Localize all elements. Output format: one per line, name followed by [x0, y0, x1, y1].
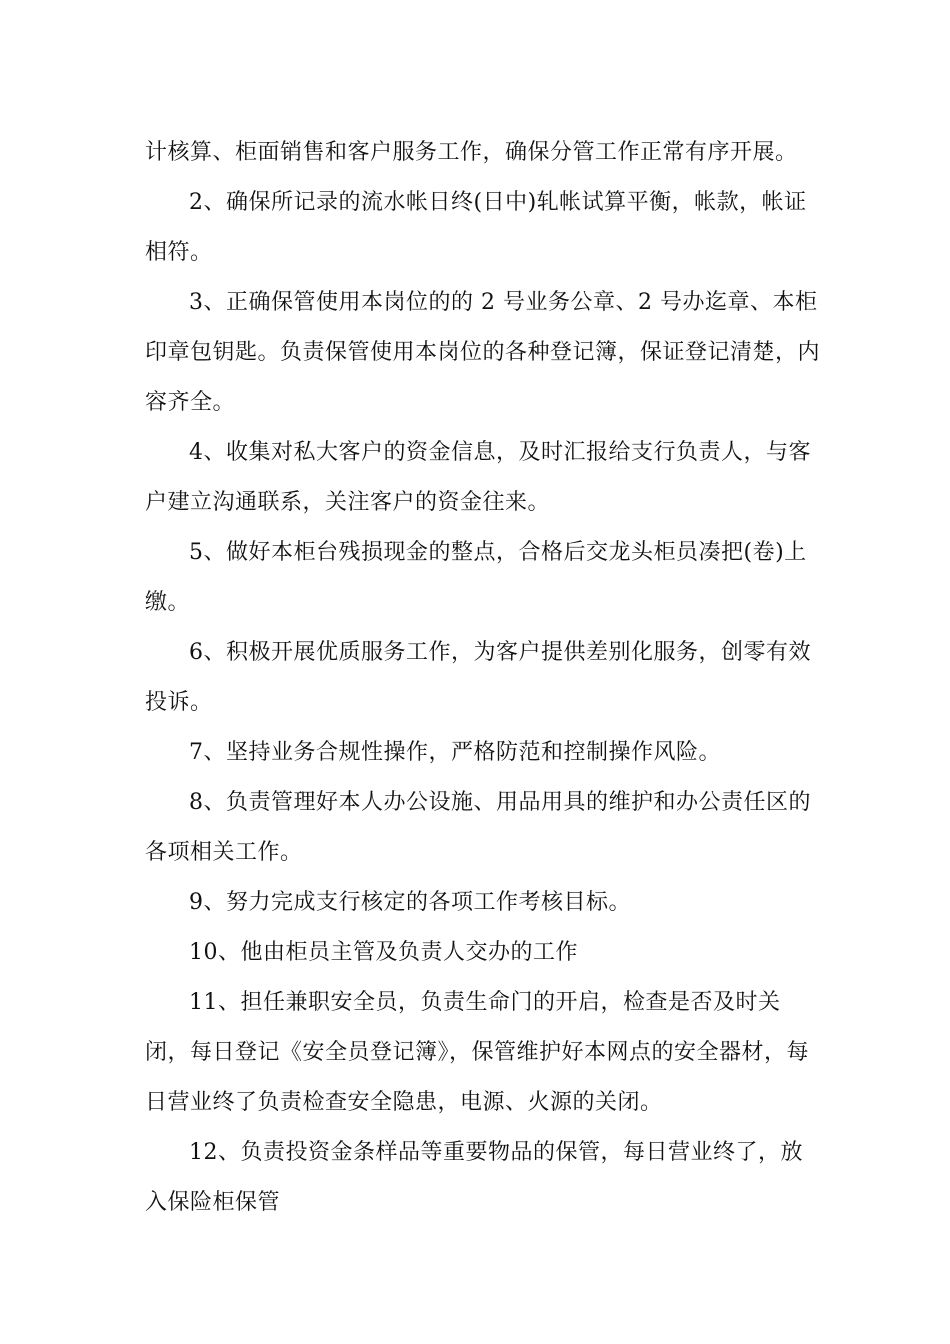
paragraph-item-3: 3、正确保管使用本岗位的的 2 号业务公章、2 号办迄章、本柜印章包钥匙。负责保管使用本岗位的各种登记簿，保证登记清楚，内容齐全。: [145, 290, 821, 415]
paragraph-item-4: 4、收集对私大客户的资金信息，及时汇报给支行负责人，与客户建立沟通联系，关注客户的资金往来。: [145, 440, 811, 515]
paragraph-item-7: 7、坚持业务合规性操作，严格防范和控制操作风险。: [189, 740, 721, 765]
paragraph-item-2: 2、确保所记录的流水帐日终(日中)轧帐试算平衡，帐款，帐证相符。: [145, 190, 807, 265]
document-body: [145, 128, 825, 1228]
paragraph-item-10: 10、他由柜员主管及负责人交办的工作: [189, 940, 578, 965]
paragraph-item-6: 6、积极开展优质服务工作，为客户提供差别化服务，创零有效投诉。: [145, 640, 811, 715]
paragraph-item-12: 12、负责投资金条样品等重要物品的保管，每日营业终了，放入保险柜保管: [145, 1140, 803, 1215]
paragraph-item-9: 9、努力完成支行核定的各项工作考核目标。: [189, 890, 631, 915]
paragraph-item-11: 11、担任兼职安全员，负责生命门的开启，检查是否及时关闭，每日登记《安全员登记簿》，保管维护好本网点的安全器材，每日营业终了负责检查安全隐患，电源、火源的关闭。: [145, 990, 810, 1115]
paragraph-item-8: 8、负责管理好本人办公设施、用品用具的维护和办公责任区的各项相关工作。: [145, 790, 811, 865]
paragraph-continuation: 计核算、柜面销售和客户服务工作，确保分管工作正常有序开展。: [145, 140, 798, 165]
paragraph-item-5: 5、做好本柜台残损现金的整点，合格后交龙头柜员凑把(卷)上缴。: [145, 540, 807, 615]
